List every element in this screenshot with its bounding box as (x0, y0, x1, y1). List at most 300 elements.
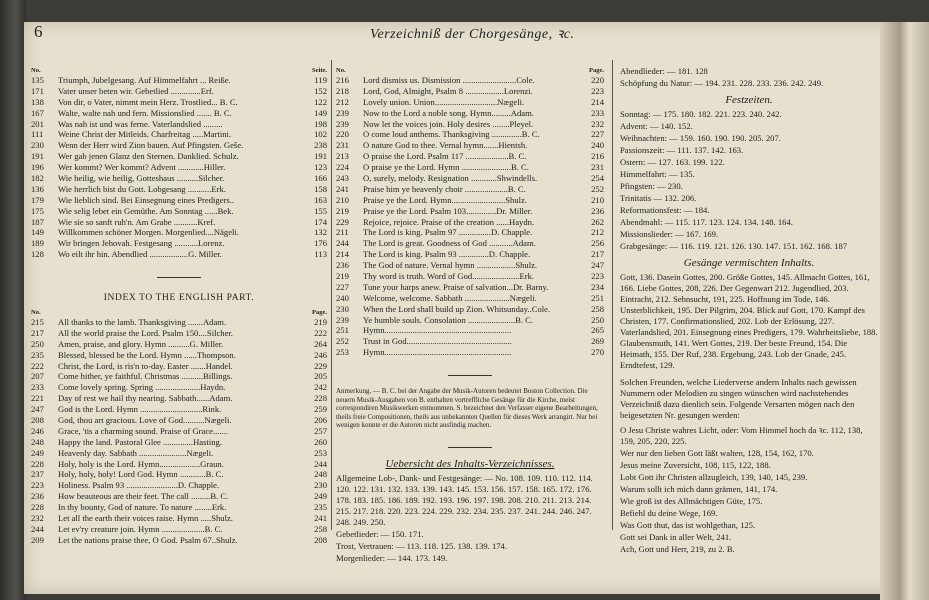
index-entry (336, 140, 604, 151)
entry-number: 239 (336, 107, 349, 118)
index-entry (336, 108, 604, 119)
festzeiten-list (620, 109, 878, 252)
melody-entry: O Jesu Christe wahres Licht, oder: Vom Himmel hoch da ꝛc. 112, 138, 159, 205, 220, 225. (620, 424, 863, 446)
festzeit-entry: Sonntag: — 175. 180. 182. 221. 223. 240. 242. (620, 108, 782, 119)
entry-page: 249 (314, 491, 327, 502)
header-no: No. (31, 67, 41, 74)
entry-page: 214 (591, 96, 604, 107)
festzeiten-title: Festzeiten. (725, 94, 773, 106)
entry-number: 248 (31, 436, 44, 447)
entry-title: Blessed, blessed be the Lord. Hymn ......Thompson. (58, 349, 236, 360)
entry-page: 163 (314, 194, 327, 205)
entry-number: 233 (31, 382, 44, 393)
index-entry (31, 249, 327, 260)
entry-number: 230 (336, 303, 349, 314)
entry-number: 250 (31, 338, 44, 349)
entry-title: O come loud anthems. Thanksgiving ..............B. C. (363, 129, 540, 140)
entry-page: 244 (314, 458, 327, 469)
entry-page: 235 (314, 502, 327, 513)
overview-continued (620, 66, 878, 89)
overview-paragraph: Trost, Vertrauen: — 113. 118. 125. 138. 139. 174. (336, 540, 507, 551)
index-entry (31, 415, 327, 426)
entry-page: 246 (314, 349, 327, 360)
entry-title: Lovely union. Union.............................Nægeli. (363, 96, 525, 107)
entry-page: 262 (591, 216, 604, 227)
entry-page: 252 (591, 183, 604, 194)
entry-title: Amen, praise, and glory. Hymn ..........G. Miller. (58, 338, 224, 349)
entry-number: 243 (336, 173, 349, 184)
entry-number: 187 (31, 216, 44, 227)
contents-overview-title: Uebersicht des Inhalts-Verzeichnisses. (385, 457, 555, 470)
entry-page: 212 (591, 227, 604, 238)
entry-number: 224 (336, 162, 349, 173)
festzeit-entry: Himmelfahrt: — 135. (620, 168, 695, 179)
entry-page: 149 (314, 107, 327, 118)
index-entry (336, 97, 604, 108)
entry-number: 223 (31, 480, 44, 491)
entry-title: Let ev'ry creature join. Hymn ....................B. C. (58, 523, 223, 534)
entry-page: 223 (591, 271, 604, 282)
entry-title: Wie heilig, wie heilig, Gotteshaus ..........Silcher. (58, 173, 225, 184)
header-page: Seite. (312, 67, 327, 74)
entry-title: Happy the land. Pastoral Glee ..............Hasting. (58, 436, 222, 447)
melody-entry: Was Gott thut, das ist wohlgethan, 125. (620, 519, 756, 530)
entry-page: 205 (314, 371, 327, 382)
index-entry (336, 86, 604, 97)
entry-number: 167 (31, 107, 44, 118)
entry-number: 210 (336, 194, 349, 205)
entry-title: Heavenly day. Sabbath ......................Nægeli. (58, 447, 214, 458)
entry-title: The God of nature. Vernal hymn ..................Shulz. (363, 260, 538, 271)
melody-list (620, 425, 878, 555)
entry-title: Praise ye the Lord. Hymn.........................Shulz. (363, 194, 527, 205)
entry-number: 241 (336, 183, 349, 194)
entry-page: 217 (591, 249, 604, 260)
entry-page: 248 (314, 469, 327, 480)
index-entry (31, 195, 327, 206)
header-no: No. (31, 308, 41, 316)
entry-number: 189 (31, 238, 44, 249)
index-entry (31, 426, 327, 437)
festzeit-entry: Ostern: — 127. 163. 199. 122. (620, 156, 725, 167)
index-entry (31, 328, 327, 339)
entry-title: The Lord is king. Psalm 97 ...............D. Chapple. (363, 227, 533, 238)
entry-number: 247 (31, 404, 44, 415)
entry-number: 136 (31, 183, 44, 194)
index-entry (336, 206, 604, 217)
footnote: Anmerkung. — B. C. bei der Angabe der Musik-Autoren bedeutet Boston Collection. Die neuern Musik-Ausgaben von B. enthalten vortreffliche Gesänge für die Kirche, meist correspondiren Musikwerken entnommen. S. bezeichnet den Verfasser eigene Bearbeitungen, theils freie Compositionen, theils aus unbekannten Quellen für dieses Werk arrangirt. Nur bei wenigen konnte er die Autoren nicht ausfindig machen. (336, 387, 598, 430)
entry-title: Let the nations praise thee, O God. Psalm 67..Shulz. (58, 534, 238, 545)
entry-page: 152 (314, 85, 327, 96)
entry-title: Grace, 'tis a charming sound. Praise of Grace....... (58, 425, 229, 436)
index-entry (31, 108, 327, 119)
page-header (30, 22, 874, 42)
index-entry (31, 350, 327, 361)
melody-entry: Lobt Gott ihr Christen allzugleich, 139, 140, 145, 239. (620, 471, 808, 482)
column-middle (336, 66, 604, 565)
festzeit-entry: Abendmahl: — 115. 117. 123. 124. 134. 148. 164. (620, 216, 793, 227)
index-entry (31, 227, 327, 238)
overview-paragraph: Schöpfung du Natur: — 194. 231. 228. 233. 236. 242. 249. (620, 78, 824, 88)
overview-paragraph: Gebetlieder: — 150. 171. (336, 528, 424, 539)
entry-number: 211 (336, 227, 349, 238)
melody-entry: Wer nur den lieben Gott läßt walten, 128, 154, 162, 170. (620, 447, 814, 458)
entry-title: When the Lord shall build up Zion. Whitsunday..Cole. (363, 303, 551, 314)
entry-title: O, surely, melody. Resignation ............Shwindells. (363, 173, 538, 184)
entry-number: 231 (336, 140, 349, 151)
index-entry (31, 448, 327, 459)
entry-number: 229 (336, 216, 349, 227)
entry-number: 240 (336, 292, 349, 303)
entry-title: Praise ye the Lord. Psalm 103..............Dr. Miller. (363, 205, 533, 216)
column-header (336, 66, 604, 75)
entry-number: 218 (336, 85, 349, 96)
entry-number: 251 (336, 325, 349, 336)
index-entry (31, 206, 327, 217)
entry-number: 228 (31, 502, 44, 513)
entry-number: 220 (336, 129, 349, 140)
entry-page: 240 (591, 140, 604, 151)
entry-number: 196 (31, 162, 44, 173)
book-binding-edge (0, 0, 26, 600)
entry-number: 175 (31, 205, 44, 216)
separator-rule (31, 270, 327, 281)
entry-title: Ye humble souls. Consolation ......................B. C. (363, 314, 534, 325)
index-entry (336, 129, 604, 140)
entry-page: 254 (591, 173, 604, 184)
column-left (31, 66, 327, 546)
entry-title: Now to the Lord a noble song. Hymn.........Adam. (363, 107, 534, 118)
entry-page: 166 (314, 173, 327, 184)
index-entry (31, 513, 327, 524)
entry-title: God, thou art gracious. Love of God..........Nægeli. (58, 414, 232, 425)
entry-page: 208 (314, 534, 327, 545)
index-entry (336, 315, 604, 326)
entry-number: 209 (31, 534, 44, 545)
entry-number: 219 (336, 205, 349, 216)
entry-page: 230 (314, 480, 327, 491)
index-entry (31, 317, 327, 328)
melody-entry: Befiehl du deine Wege, 169. (620, 507, 718, 518)
entry-page: 269 (591, 336, 604, 347)
index-entry (31, 162, 327, 173)
entry-number: 179 (31, 194, 44, 205)
entry-title: Tune your harps anew. Praise of salvation...Dr. Barny. (363, 281, 549, 292)
index-entry (31, 339, 327, 350)
entry-page: 265 (591, 325, 604, 336)
melody-entry: Warum sollt ich mich dann grämen, 141, 174. (620, 483, 778, 494)
index-entry (336, 75, 604, 86)
entry-title: Day of rest we hail thy nearing. Sabbath......Adam. (58, 393, 233, 404)
entry-page: 223 (591, 85, 604, 96)
overview-paragraph: Abendlieder: — 181. 128 (620, 66, 708, 76)
entry-page: 250 (591, 314, 604, 325)
index-entry (336, 325, 604, 336)
festzeit-entry: Reformationsfest: — 184. (620, 204, 710, 215)
header-page: Page. (312, 308, 327, 316)
entry-number: 128 (31, 249, 44, 260)
festzeit-entry: Advent: — 140. 152. (620, 120, 693, 131)
entry-number: 246 (31, 425, 44, 436)
melody-entry: Gott sei Dank in aller Welt, 241. (620, 531, 732, 542)
contents-overview-list (336, 473, 604, 564)
entry-title: Hymn........................................................... (363, 325, 512, 336)
header-no: No. (336, 67, 346, 74)
entry-title: Walte, walte nah und fern. Missionslied ....... B. C. (58, 107, 232, 118)
entry-title: God is the Lord. Hymn .............................Rink. (58, 404, 222, 415)
entry-number: 244 (336, 238, 349, 249)
entry-number: 239 (336, 314, 349, 325)
index-entry (336, 227, 604, 238)
entry-page: 102 (314, 129, 327, 140)
index-entry (336, 151, 604, 162)
entry-page: 123 (314, 162, 327, 173)
index-entry (31, 480, 327, 491)
entry-number: 149 (31, 227, 44, 238)
entry-page: 222 (314, 327, 327, 338)
entry-title: Wer gab jenen Glanz den Sternen. Danklied. Schulz. (58, 151, 239, 162)
entry-title: How beauteous are their feet. The call .........B. C. (58, 491, 229, 502)
header-page: Page. (589, 67, 604, 74)
entry-number: 215 (31, 316, 44, 327)
entry-number: 217 (31, 327, 44, 338)
index-entry (336, 293, 604, 304)
entry-number: 191 (31, 151, 44, 162)
entry-page: 241 (314, 512, 327, 523)
entry-number: 222 (31, 360, 44, 371)
entry-page: 232 (591, 118, 604, 129)
entry-title: Hymn........................................................... (363, 347, 512, 358)
entry-number: 253 (336, 347, 349, 358)
entry-page: 155 (314, 205, 327, 216)
entry-page: 174 (314, 216, 327, 227)
entry-page: 113 (314, 249, 327, 260)
entry-number: 252 (336, 336, 349, 347)
index-entry (336, 249, 604, 260)
index-entry (31, 129, 327, 140)
entry-title: O nature God to thee. Vernal hymn.......Hientsh. (363, 140, 528, 151)
entry-page: 229 (314, 360, 327, 371)
entry-page: 228 (314, 393, 327, 404)
index-entry (31, 75, 327, 86)
page-number: 6 (34, 22, 43, 41)
index-entry (336, 195, 604, 206)
entry-number: 227 (336, 281, 349, 292)
index-entry (31, 491, 327, 502)
entry-title: Holy, holy is the Lord. Hymn...................Graun. (58, 458, 224, 469)
index-entry (336, 119, 604, 130)
column-header (31, 66, 327, 75)
entry-title: Willkommen schöner Morgen. Morgenlied....Nägeli. (58, 227, 239, 238)
entry-title: Was nah ist und was ferne. Vaterlandslied ......... (58, 118, 223, 129)
entry-title: Holy, holy, holy! Lord God. Hymn ............B. C. (58, 469, 224, 480)
festzeit-entry: Pfingsten: — 230. (620, 180, 683, 191)
index-entry (31, 173, 327, 184)
entry-number: 207 (31, 371, 44, 382)
entry-page: 191 (314, 151, 327, 162)
index-entry (336, 162, 604, 173)
english-index-title: INDEX TO THE ENGLISH PART. (103, 293, 255, 304)
entry-page: 236 (591, 205, 604, 216)
entry-title: The Lord is great. Goodness of God ...........Adam. (363, 238, 536, 249)
entry-number: 216 (336, 75, 349, 85)
entry-page: 158 (314, 183, 327, 194)
melody-entry: Wie groß ist des Allmächtigen Güte, 175. (620, 495, 763, 506)
entry-title: Von dir, o Vater, nimmt mein Herz. Trostlied... B. C. (58, 96, 238, 107)
entry-page: 270 (591, 347, 604, 358)
entry-title: Rejoice, rejoice. Praise of the creation ......Haydn. (363, 216, 535, 227)
index-entry (336, 282, 604, 293)
entry-page: 247 (591, 260, 604, 271)
index-entry (336, 260, 604, 271)
index-entry (31, 459, 327, 470)
column-divider (331, 60, 332, 530)
index-entry (31, 502, 327, 513)
index-entry (31, 382, 327, 393)
entry-title: Wenn der Herr wird Zion bauen. Auf Pfingsten. Geše. (58, 140, 244, 151)
entry-title: Triumph, Jubelgesang. Auf Himmelfahrt ... Reiße. (58, 75, 231, 85)
entry-number: 235 (31, 349, 44, 360)
entry-title: Welcome, welcome. Sabbath .....................Nægeli. (363, 292, 537, 303)
entry-number: 236 (336, 260, 349, 271)
entry-page: 176 (314, 238, 327, 249)
entry-page: 234 (591, 281, 604, 292)
entry-page: 219 (314, 316, 327, 327)
overview-paragraph: Allgemeine Lob-, Dank- und Festgesänge: — No. 108. 109. 110. 112. 114. 120. 122. 131. 132. 133. 139. 143. 145. 153. 156. 157. 158. 165. 172. 176. 178. 183. 185. 186. 189. 192. 193. 196. 197. 198. 208. 210. 211. 213. 214. 215. 217. 218. 220. 223. 224. 229. 232. 234. 235. 237. 241. 244. 246. 247. 248. 249. 250. (336, 472, 593, 527)
entry-title: Lord dismiss us. Dismission .........................Cole. (363, 75, 535, 85)
column-right (620, 66, 878, 556)
index-entry (31, 97, 327, 108)
entry-number: 138 (31, 96, 44, 107)
festzeit-entry: Weihnachten: — 159. 160. 190. 190. 205. 207. (620, 132, 781, 143)
entry-page: 238 (314, 140, 327, 151)
english-index-list (31, 317, 327, 546)
closing-text: Solchen Freunden, welche Liederverse andern Inhalts nach gewissen Nummern oder Melodien zu singen wünschen wird nachstehendes Verzeichniß dazu dienlich sein. Folgende Versarten mögen nach den beigesetzten Nr. gesungen werden: (620, 376, 857, 420)
column-header (31, 308, 327, 317)
entry-page: 260 (314, 436, 327, 447)
entry-title: Christ, the Lord, is ris'n to-day. Easter .......Handel. (58, 360, 233, 371)
entry-number: 221 (31, 393, 44, 404)
index-entry (336, 336, 604, 347)
entry-number: 237 (31, 469, 44, 480)
overview-paragraph: Morgenlieder: — 144. 173. 149. (336, 552, 448, 563)
entry-number: 208 (31, 414, 44, 425)
entry-title: Weine Christ der Mitleids. Charfreitag .....Martini. (58, 129, 232, 140)
running-head: Verzeichniß der Chorgesänge, ꝛc. (370, 27, 575, 42)
entry-title: Lord, God, Almight, Psalm 8 ..................Lorenzi. (363, 85, 533, 96)
page-gutter (880, 22, 929, 600)
index-entry (31, 361, 327, 372)
index-entry (31, 524, 327, 535)
index-entry (336, 347, 604, 358)
entry-page: 233 (591, 107, 604, 118)
entry-title: Wo eilt ihr hin. Abendlied ..................G. Miller. (58, 249, 222, 260)
gesaenge-text: Gott, 136. Dasein Gottes, 200. Größe Gottes, 145. Allmacht Gottes, 161, 166. Liebe Gottes, 208, 226. Der Gegenwart 212. Jugendlied, 203. Eintracht, 212. Sehnsucht, 191, 225. Hoffnung im Tode, 146. Unsterblichkeit, 195. Der Pilgrim, 204. Blick auf Gott, 170. Kampf des Christen, 177. Confirmationslied, 202. Lob der Erlösung, 227. Vaterlandslied, 201. Einsegnung eines Predigers, 179. Wahrheitsliebe, 188. Glaubensmuth, 141. Wert Gottes, 219. Der beste Freund, 154. Die Heimath, 155. Der Ruf, 238. Ergebung, 243. Lob der Gnade, 245. Erndtefest, 129. (620, 271, 878, 370)
separator-rule (336, 368, 604, 379)
entry-number: 239 (336, 118, 349, 129)
entry-page: 256 (591, 238, 604, 249)
index-entry (336, 217, 604, 228)
entry-page: 251 (591, 292, 604, 303)
entry-title: Praise him ye heavenly choir ....................B. C. (363, 183, 526, 194)
entry-page: 259 (314, 404, 327, 415)
index-entry (336, 304, 604, 315)
gesaenge-title: Gesänge vermischten Inhalts. (683, 256, 815, 269)
melody-entry: Ach, Gott und Herr, 219, zu 2. B. (620, 543, 735, 554)
entry-number: 228 (31, 458, 44, 469)
entry-title: Now let the voices join. Holy desires ........Pleyel. (363, 118, 534, 129)
separator-rule (336, 440, 604, 451)
entry-title: Thy word is truth. Word of God......................Erk. (363, 271, 535, 282)
entry-page: 242 (314, 382, 327, 393)
entry-page: 198 (314, 118, 327, 129)
entry-title: In thy bounty, God of nature. To nature ........Erk. (58, 502, 227, 513)
index-entry (31, 217, 327, 228)
entry-page: 253 (314, 447, 327, 458)
index-entry (31, 437, 327, 448)
entry-page: 257 (314, 425, 327, 436)
entry-title: Wir bringen Jehovah. Festgesang ...........Lorenz. (58, 238, 225, 249)
entry-number: 171 (31, 85, 44, 96)
entry-page: 132 (314, 227, 327, 238)
english-index-list-continued (336, 75, 604, 358)
entry-number: 213 (336, 151, 349, 162)
entry-page: 227 (591, 129, 604, 140)
entry-title: O praise the Lord. Psalm 117 ....................B. C. (363, 151, 527, 162)
index-entry (336, 184, 604, 195)
entry-page: 122 (314, 96, 327, 107)
entry-page: 231 (591, 162, 604, 173)
entry-title: Wie lieblich sind. Bei Einsegnung eines Predigers.. (58, 194, 235, 205)
german-index-list (31, 75, 327, 260)
entry-number: 232 (31, 512, 44, 523)
entry-title: The Lord is king. Psalm 93 ..............D. Chapple. (363, 249, 531, 260)
entry-title: Vater unser beten wir. Gebetlied ..............Erf. (58, 85, 214, 96)
entry-title: Holiness. Psalm 93 ........................D. Chapple. (58, 480, 220, 491)
entry-number: 230 (31, 140, 44, 151)
entry-title: Wie herrlich bist du Gott. Lobgesang ...........Erk. (58, 183, 226, 194)
entry-page: 206 (314, 414, 327, 425)
entry-title: Come hither, ye faithful. Christmas ..........Billings. (58, 371, 233, 382)
entry-page: 264 (314, 338, 327, 349)
entry-page: 216 (591, 151, 604, 162)
index-entry (31, 119, 327, 130)
entry-title: Come lovely spring. Spring .....................Haydn. (58, 382, 226, 393)
entry-title: Wie selig lebet ein Gemüthe. Am Sonntag ......Bek. (58, 205, 234, 216)
index-entry (31, 140, 327, 151)
entry-page: 258 (314, 523, 327, 534)
entry-title: O praise ye the Lord. Hymn .......................B. C. (363, 162, 529, 173)
entry-page: 210 (591, 194, 604, 205)
entry-title: All the world praise the Lord. Psalm 150....Silcher. (58, 327, 233, 338)
entry-number: 201 (31, 118, 44, 129)
index-entry (31, 469, 327, 480)
column-divider (612, 60, 613, 530)
index-entry (31, 184, 327, 195)
entry-page: 220 (591, 75, 604, 85)
entry-title: All thanks to the lamb. Thanksgiving .......Adam. (58, 316, 227, 327)
entry-number: 111 (31, 129, 44, 140)
index-entry (31, 86, 327, 97)
festzeit-entry: Trinitatis — 132. 206. (620, 192, 697, 203)
festzeit-entry: Missionslieder: — 167. 169. (620, 228, 719, 239)
index-entry (336, 271, 604, 282)
entry-number: 236 (31, 491, 44, 502)
entry-number: 249 (31, 447, 44, 458)
index-entry (31, 404, 327, 415)
melody-entry: Jesus meine Zuversicht, 108, 115, 122, 188. (620, 459, 771, 470)
entry-title: Let all the earth their voices raise. Hymn .....Shulz. (58, 512, 233, 523)
